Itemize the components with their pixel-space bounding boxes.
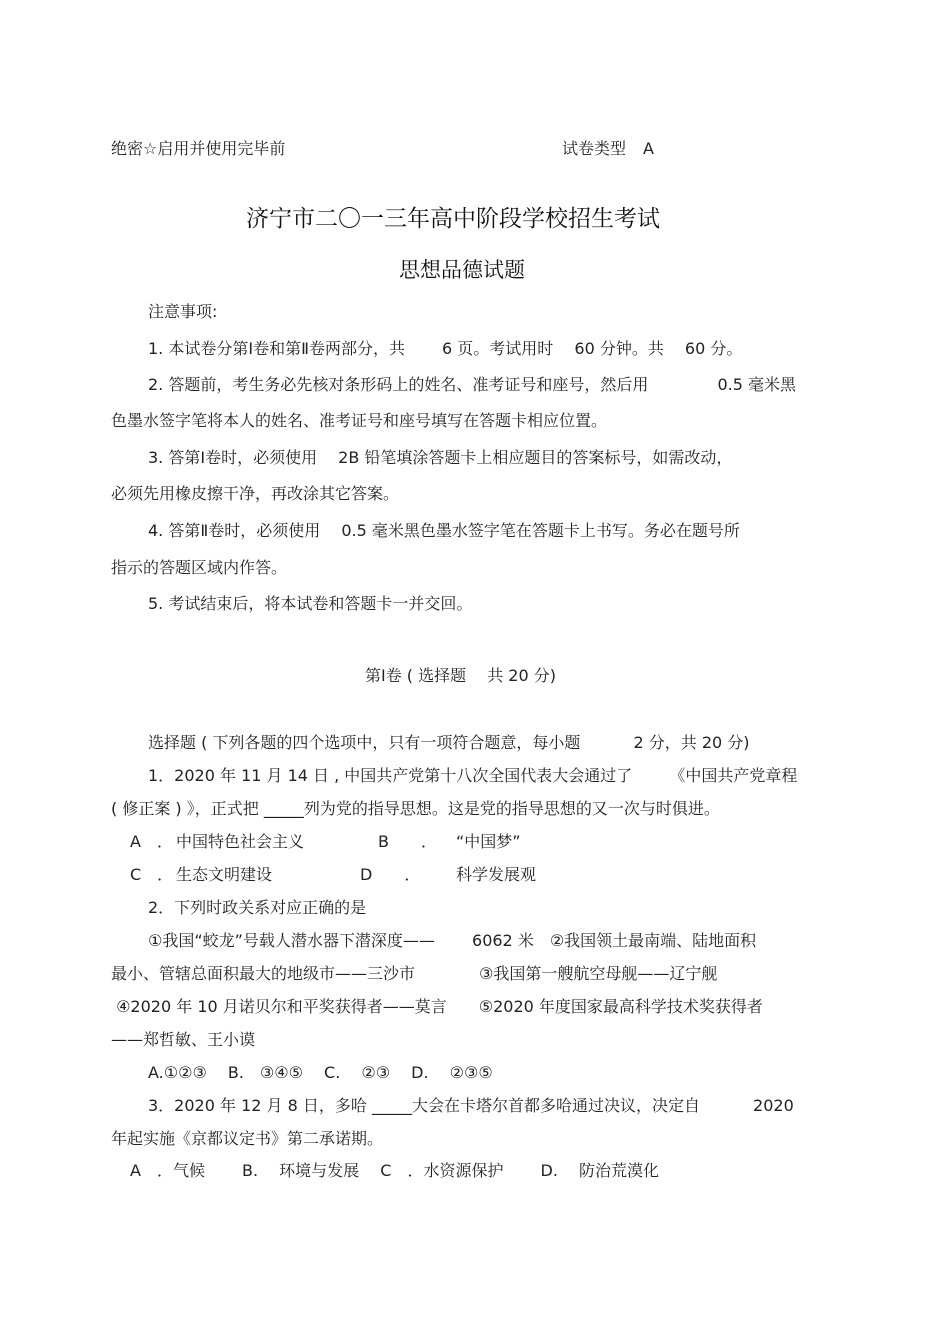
notice-item-4-cont: 指示的答题区域内作答。: [111, 558, 288, 577]
paper-type-value: A: [643, 139, 654, 158]
exam-title: 济宁市二〇一三年高中阶段学校招生考试: [246, 206, 660, 232]
q1-option-d-letter: D ．: [360, 865, 421, 884]
question-1-cont: ( 修正案 ) 》，正式把 _____列为党的指导思想。这是党的指导思想的又一次与时俱进。: [111, 799, 720, 818]
choice-instruction: 选择题 ( 下列各题的四个选项中，只有一项符合题意，每小题 2 分，共 20 分): [148, 733, 750, 752]
q2-options: A.①②③ B. ③④⑤ C. ②③ D. ②③⑤: [148, 1063, 493, 1082]
q2-line-1: ①我国“蛟龙”号载人潜水器下潜深度—— 6062 米 ②我国领土最南端、陆地面积: [148, 931, 757, 950]
confidential-label: 绝密☆启用并使用完毕前: [111, 139, 286, 158]
q1-option-c-letter: C ．: [130, 865, 174, 884]
question-3: 3．2020 年 12 月 8 日，多哈 _____大会在卡塔尔首都多哈通过决议，决定自 2020: [148, 1096, 794, 1115]
q1-option-a: 中国特色社会主义: [176, 832, 305, 851]
q2-line-2: 最小、管辖总面积最大的地级市——三沙市 ③我国第一艘航空母舰——辽宁舰: [111, 964, 718, 983]
q2-line-4: ——郑哲敏、王小谟: [111, 1030, 256, 1049]
question-2: 2．下列时政关系对应正确的是: [148, 898, 367, 917]
exam-subtitle: 思想品德试题: [399, 258, 525, 282]
notice-heading: 注意事项:: [148, 302, 218, 321]
q3-options: A ．气候 B. 环境与发展 C ．水资源保护 D. 防治荒漠化: [130, 1161, 660, 1180]
section-heading: 第Ⅰ卷 ( 选择题 共 20 分): [365, 666, 556, 685]
q2-line-3: ④2020 年 10 月诺贝尔和平奖获得者——莫言 ⑤2020 年度国家最高科学技术奖获得者: [111, 997, 763, 1016]
q1-option-d: 科学发展观: [456, 865, 537, 884]
question-3-cont: 年起实施《京都议定书》第二承诺期。: [111, 1129, 384, 1148]
notice-item-3-cont: 必须先用橡皮擦干净，再改涂其它答案。: [111, 484, 400, 503]
notice-item-5: 5. 考试结束后，将本试卷和答题卡一并交回。: [148, 594, 473, 613]
notice-item-1: 1. 本试卷分第Ⅰ卷和第Ⅱ卷两部分，共 6 页。考试用时 60 分钟。共 60 分。: [148, 339, 743, 358]
notice-item-4: 4. 答第Ⅱ卷时，必须使用 0.5 毫米黑色墨水签字笔在答题卡上书写。务必在题号所: [148, 521, 740, 540]
q1-option-c: 生态文明建设: [176, 865, 273, 884]
q1-option-a-letter: A ．: [130, 832, 173, 851]
notice-item-2: 2. 答题前，考生务必先核对条形码上的姓名、准考证号和座号，然后用 0.5 毫米黑: [148, 375, 796, 394]
paper-type-label: 试卷类型: [562, 139, 627, 158]
notice-item-3: 3. 答第Ⅰ卷时，必须使用 2B 铅笔填涂答题卡上相应题目的答案标号，如需改动，: [148, 448, 733, 467]
q1-option-b: “中国梦”: [456, 832, 521, 851]
question-1: 1．2020 年 11 月 14 日 , 中国共产党第十八次全国代表大会通过了 《中国共产党章程: [148, 766, 798, 785]
notice-item-2-cont: 色墨水签字笔将本人的姓名、准考证号和座号填写在答题卡相应位置。: [111, 411, 608, 430]
q1-option-b-letter: B ．: [378, 832, 437, 851]
